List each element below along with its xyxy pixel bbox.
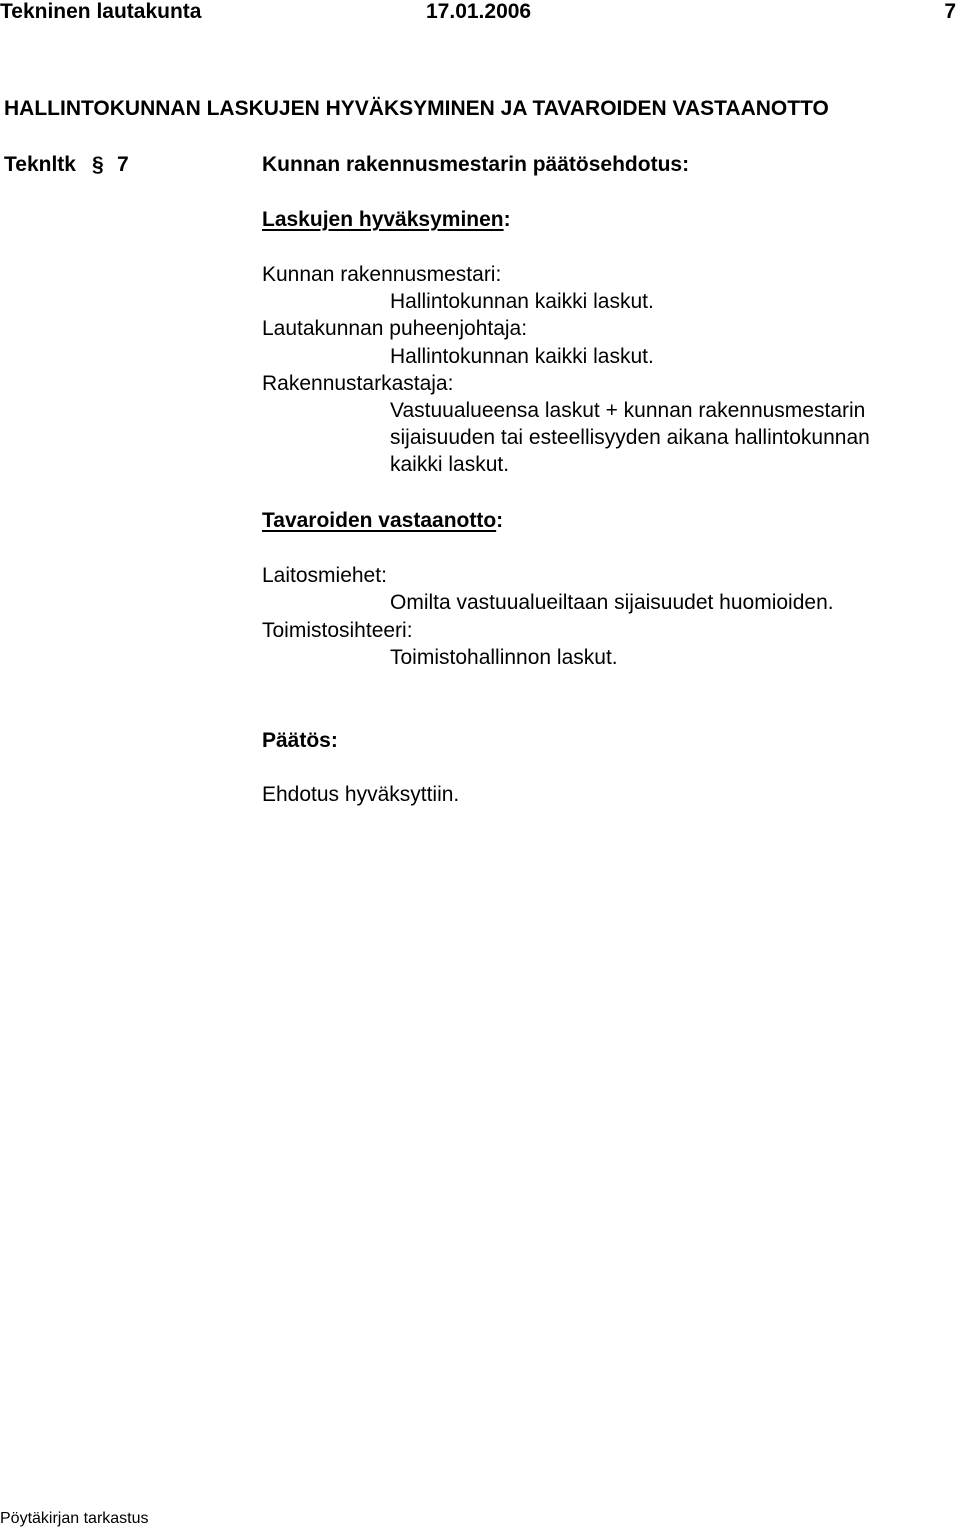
section-label: Teknltk: [4, 153, 76, 176]
role-label: Toimistosihteeri:: [262, 619, 413, 642]
footer-label: Pöytäkirjan tarkastus: [0, 1510, 149, 1527]
decision-heading: Päätös:: [262, 729, 338, 752]
role-description-line: Vastuualueensa laskut + kunnan rakennusmestarin: [390, 399, 866, 422]
role-description: Omilta vastuualueiltaan sijaisuudet huomioiden.: [390, 591, 834, 614]
role-description: Hallintokunnan kaikki laskut.: [390, 345, 654, 368]
role-description: Hallintokunnan kaikki laskut.: [390, 290, 654, 313]
role-description-line: kaikki laskut.: [390, 453, 510, 476]
paragraph-sign: §: [92, 153, 104, 176]
page-number: 7: [944, 0, 956, 23]
meeting-date: 17.01.2006: [426, 0, 532, 23]
goods-receipt-heading: Tavaroiden vastaanotto:: [262, 509, 504, 532]
role-label: Laitosmiehet:: [262, 564, 387, 587]
board-name: Tekninen lautakunta: [0, 0, 202, 23]
proposal-heading: Kunnan rakennusmestarin päätösehdotus:: [262, 153, 690, 176]
decision-text: Ehdotus hyväksyttiin.: [262, 783, 460, 806]
invoice-approval-heading: Laskujen hyväksyminen:: [262, 208, 511, 231]
role-label: Rakennustarkastaja:: [262, 372, 454, 395]
role-description-line: sijaisuuden tai esteellisyyden aikana hallintokunnan: [390, 426, 870, 449]
role-label: Lautakunnan puheenjohtaja:: [262, 317, 528, 340]
role-description: Toimistohallinnon laskut.: [390, 646, 618, 669]
section-number: 7: [117, 153, 129, 176]
role-label: Kunnan rakennusmestari:: [262, 263, 502, 286]
document-title: HALLINTOKUNNAN LASKUJEN HYVÄKSYMINEN JA TAVAROIDEN VASTAANOTTO: [4, 97, 829, 120]
